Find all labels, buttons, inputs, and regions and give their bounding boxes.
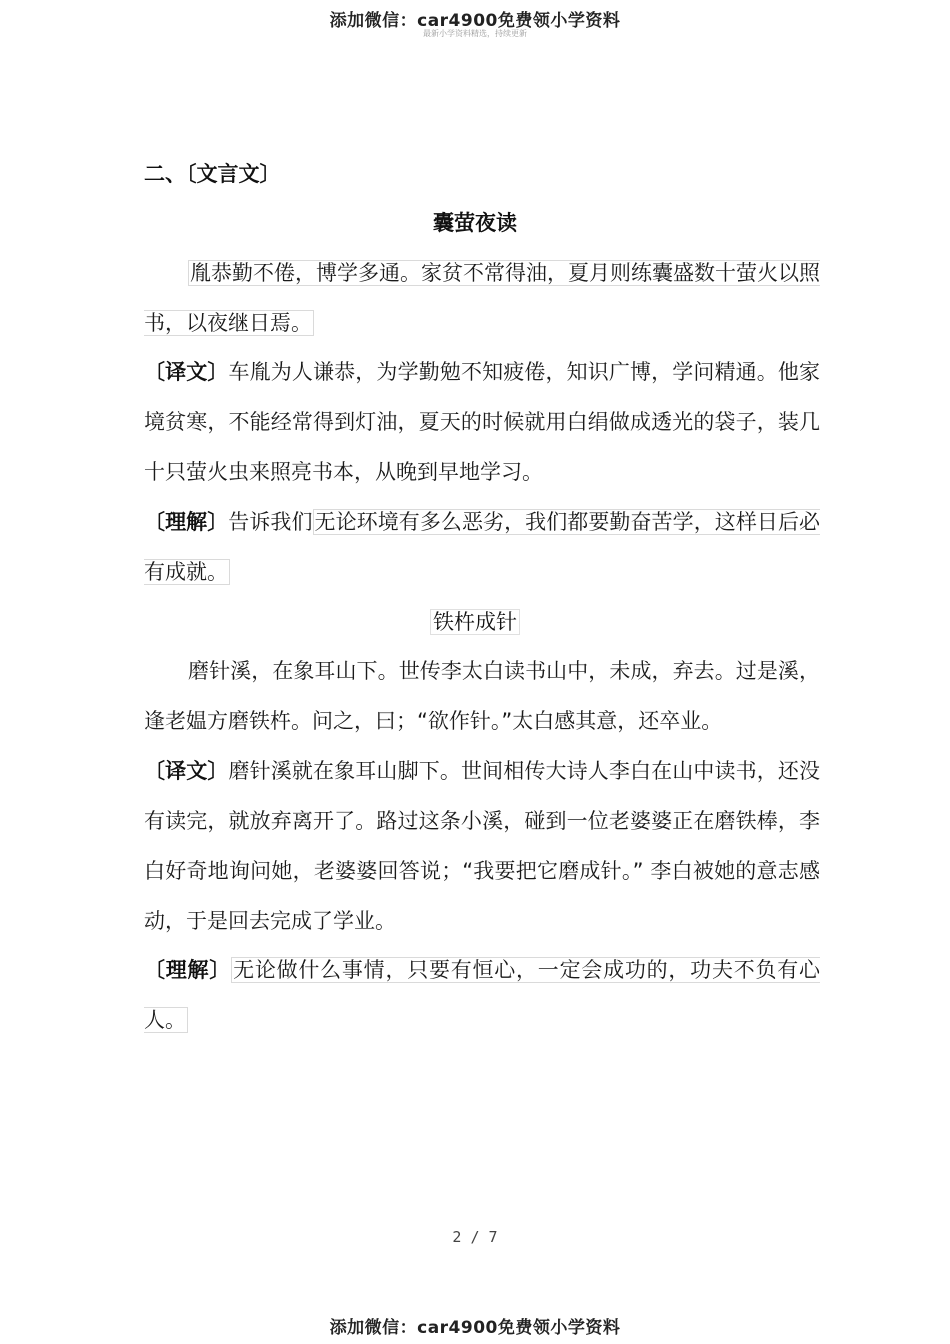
- story2-title: 铁杵成针: [430, 609, 520, 635]
- watermark-top: 添加微信：car4900免费领小学资料: [329, 11, 621, 31]
- story2-understanding-label: 〔理解〕: [144, 958, 232, 982]
- page-sub-header: 最新小学资料精选，持续更新: [423, 29, 527, 38]
- story2-understanding-text: 无论做什么事情，只要有恒心，一定会成功的，功夫不负有心人。: [144, 958, 821, 1032]
- story2-title-wrap: [0, 606, 950, 636]
- story1-title: 囊萤夜读: [433, 211, 517, 235]
- story2-translation: [144, 746, 820, 946]
- story1-translation-label: 〔译文〕: [144, 360, 229, 384]
- section-heading: 二、〔文言文〕: [144, 162, 281, 186]
- watermark-bottom: 添加微信：car4900免费领小学资料: [329, 1318, 621, 1338]
- story1-understanding: [144, 497, 820, 597]
- page-number: 2 / 7: [452, 1228, 498, 1246]
- story2-translation-text: 磨针溪就在象耳山脚下。世间相传大诗人李白在山中读书，还没有读完，就放弃离开了。路过这条小溪，碰到一位老婆婆正在磨铁棒，李白好奇地询问她，老婆婆回答说；“我要把它磨成针。” 李白被她的意志感动，于是回去完成了学业。: [144, 759, 821, 933]
- story2-original: 磨针溪，在象耳山下。世传李太白读书山中，未成，弃去。过是溪，逢老媪方磨铁杵。问之，曰；“欲作针。”太白感其意，还卒业。: [144, 659, 820, 733]
- story1-understanding-label: 〔理解〕: [144, 510, 229, 534]
- story2-understanding: [144, 945, 820, 1045]
- story1-original-text: 胤恭勤不倦，博学多通。家贫不常得油，夏月则练囊盛数十萤火以照书，以夜继日焉。: [144, 261, 820, 335]
- story2-translation-label: 〔译文〕: [144, 759, 229, 783]
- story1-original: [144, 248, 820, 348]
- story1-understanding-text: 无论环境有多么恶劣，我们都要勤奋苦学，这样日后必有成就。: [144, 510, 821, 584]
- story1-translation-text: 车胤为人谦恭，为学勤勉不知疲倦，知识广博，学问精通。他家境贫寒，不能经常得到灯油，夏天的时候就用白绢做成透光的袋子，装几十只萤火虫来照亮书本，从晚到早地学习。: [144, 360, 821, 484]
- story1-understanding-prefix: 告诉我们: [228, 510, 313, 534]
- story1-translation: [144, 347, 820, 497]
